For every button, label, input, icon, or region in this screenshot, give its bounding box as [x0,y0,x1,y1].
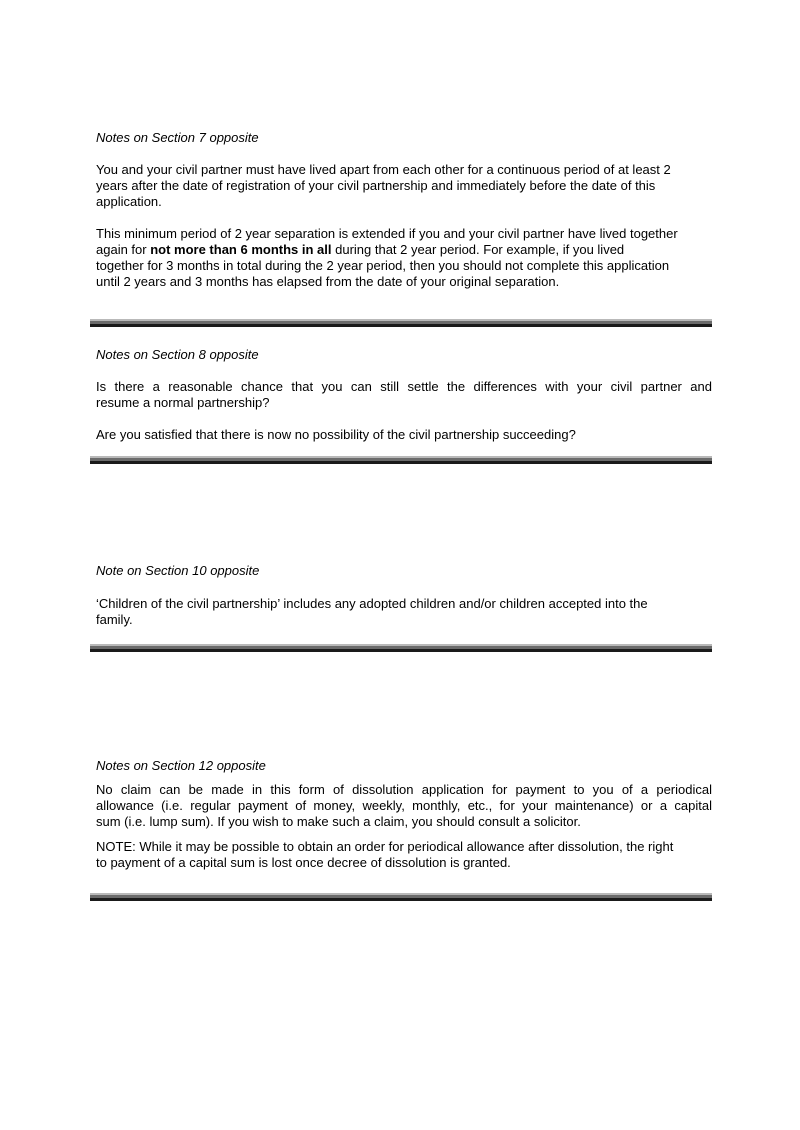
section-7-paragraph-2: This minimum period of 2 year separation is extended if you and your civil partner have lived together again for not more than 6 months in all during that 2 year period. For example, if you lived together for 3 months in total during the 2 year period, then you should not complete this application until 2 years and 3 months has elapsed from the date of your original separation. [96,226,678,289]
section-10-paragraph-1: ‘Children of the civil partnership’ includes any adopted children and/or children accepted into the family. [96,596,648,627]
section-divider-2 [90,456,712,464]
section-8-paragraph-1: Is there a reasonable chance that you can still settle the differences with your civil partner and resume a normal partnership? [96,379,712,410]
section-7-heading: Notes on Section 7 opposite [96,130,259,145]
section-12-paragraph-1: No claim can be made in this form of dissolution application for payment to you of a periodical allowance (i.e. regular payment of money, weekly, monthly, etc., for your maintenance) or a capital sum (i.e. lump sum). If you wish to make such a claim, you should consult a solicitor. [96,782,712,829]
section-8-heading: Notes on Section 8 opposite [96,347,259,362]
section-divider-4 [90,893,712,901]
section-divider-3 [90,644,712,652]
section-7-paragraph-1: You and your civil partner must have lived apart from each other for a continuous period of at least 2 years after the date of registration of your civil partnership and immediately before the date of this application. [96,162,671,209]
section-divider-1 [90,319,712,327]
section-8-paragraph-2: Are you satisfied that there is now no possibility of the civil partnership succeeding? [96,427,576,442]
section-10-heading: Note on Section 10 opposite [96,563,260,578]
section-12-paragraph-2: NOTE: While it may be possible to obtain an order for periodical allowance after dissolution, the right to payment of a capital sum is lost once decree of dissolution is granted. [96,839,674,870]
section-12-heading: Notes on Section 12 opposite [96,758,266,773]
